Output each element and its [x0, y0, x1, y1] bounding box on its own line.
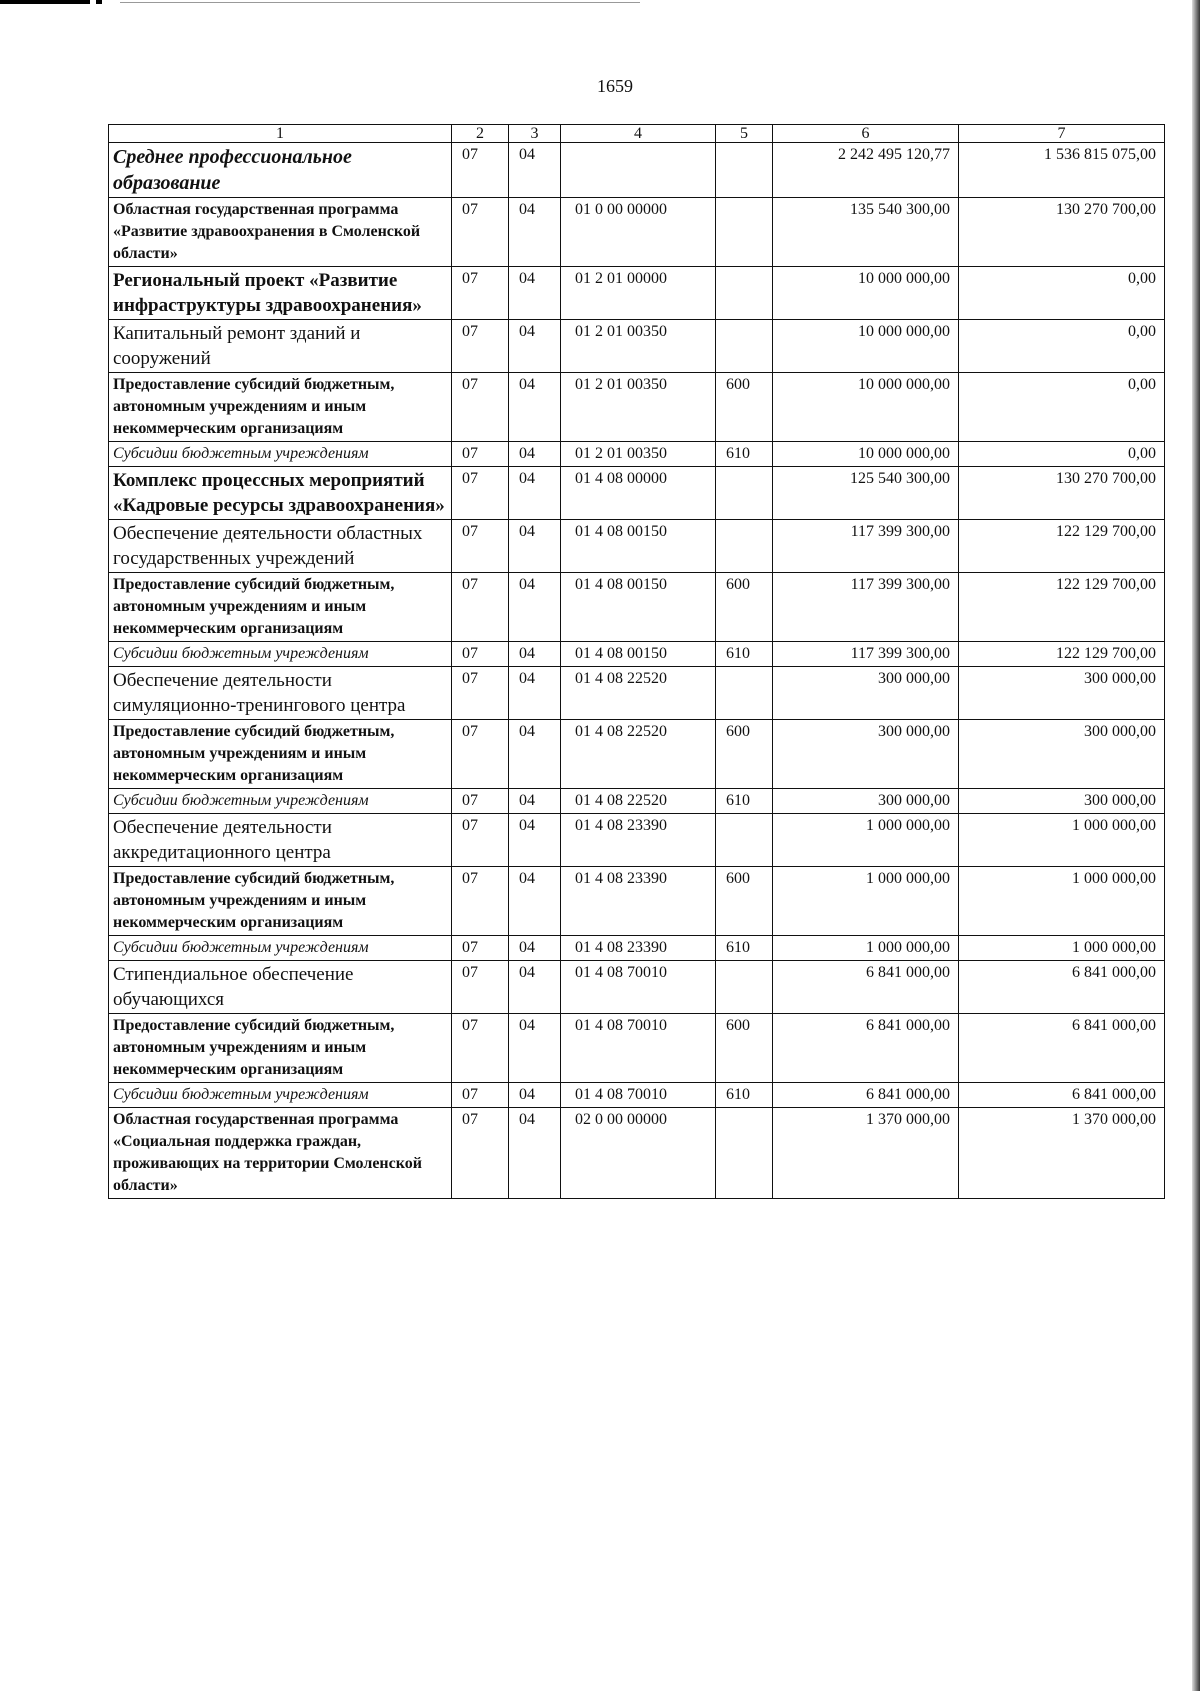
row-name-cell: Обеспечение деятельности областных государственных учреждений: [109, 520, 452, 573]
row-section-code-cell: 07: [452, 789, 509, 814]
table-row: [109, 667, 1165, 720]
row-amount-year2-cell: 130 270 700,00: [959, 467, 1165, 520]
row-name-cell: Капитальный ремонт зданий и сооружений: [109, 320, 452, 373]
row-expense-type-cell: 610: [716, 789, 773, 814]
table-row: [109, 1083, 1165, 1108]
table-header-row: [109, 125, 1165, 143]
page-number: 1659: [597, 76, 633, 96]
row-amount-year1-cell: 10 000 000,00: [773, 442, 959, 467]
table-row: [109, 467, 1165, 520]
row-name-cell: Предоставление субсидий бюджетным, автономным учреждениям и иным некоммерческим организациям: [109, 1014, 452, 1083]
row-amount-year2-cell: 6 841 000,00: [959, 1083, 1165, 1108]
row-target-article-cell: [561, 143, 716, 198]
row-expense-type-cell: 610: [716, 936, 773, 961]
row-target-article-cell: 01 2 01 00350: [561, 373, 716, 442]
row-amount-year1-cell: 135 540 300,00: [773, 198, 959, 267]
table-row: [109, 573, 1165, 642]
header-cell-4: 4: [561, 125, 716, 143]
row-subsection-code-cell: 04: [509, 373, 561, 442]
row-expense-type-cell: [716, 198, 773, 267]
row-subsection-code-cell: 04: [509, 198, 561, 267]
scan-artifact-line: [120, 2, 640, 3]
row-amount-year2-cell: 6 841 000,00: [959, 1014, 1165, 1083]
row-amount-year1-cell: 117 399 300,00: [773, 642, 959, 667]
row-amount-year1-cell: 300 000,00: [773, 720, 959, 789]
row-subsection-code-cell: 04: [509, 1014, 561, 1083]
row-amount-year1-cell: 10 000 000,00: [773, 373, 959, 442]
row-name-cell: Субсидии бюджетным учреждениям: [109, 936, 452, 961]
row-subsection-code-cell: 04: [509, 442, 561, 467]
scan-page-edge: [1192, 0, 1200, 1691]
row-expense-type-cell: [716, 814, 773, 867]
row-target-article-cell: 01 4 08 70010: [561, 1083, 716, 1108]
row-amount-year2-cell: 0,00: [959, 373, 1165, 442]
row-subsection-code-cell: 04: [509, 1083, 561, 1108]
row-expense-type-cell: 610: [716, 442, 773, 467]
row-section-code-cell: 07: [452, 814, 509, 867]
header-cell-7: 7: [959, 125, 1165, 143]
row-amount-year2-cell: 0,00: [959, 320, 1165, 373]
table-row: [109, 520, 1165, 573]
table-row: [109, 936, 1165, 961]
row-subsection-code-cell: 04: [509, 667, 561, 720]
row-name-cell: Предоставление субсидий бюджетным, автономным учреждениям и иным некоммерческим организациям: [109, 720, 452, 789]
row-section-code-cell: 07: [452, 520, 509, 573]
row-target-article-cell: 01 2 01 00350: [561, 442, 716, 467]
row-subsection-code-cell: 04: [509, 573, 561, 642]
row-subsection-code-cell: 04: [509, 936, 561, 961]
header-cell-6: 6: [773, 125, 959, 143]
row-amount-year1-cell: 10 000 000,00: [773, 267, 959, 320]
row-amount-year1-cell: 6 841 000,00: [773, 1014, 959, 1083]
row-amount-year2-cell: 1 000 000,00: [959, 814, 1165, 867]
row-section-code-cell: 07: [452, 198, 509, 267]
table-row: [109, 642, 1165, 667]
row-name-cell: Комплекс процессных мероприятий «Кадровые ресурсы здравоохранения»: [109, 467, 452, 520]
row-amount-year2-cell: 1 000 000,00: [959, 936, 1165, 961]
table-row: [109, 442, 1165, 467]
row-target-article-cell: 01 4 08 70010: [561, 961, 716, 1014]
row-subsection-code-cell: 04: [509, 267, 561, 320]
header-cell-1: 1: [109, 125, 452, 143]
row-name-cell: Субсидии бюджетным учреждениям: [109, 789, 452, 814]
row-section-code-cell: 07: [452, 1014, 509, 1083]
row-target-article-cell: 01 4 08 70010: [561, 1014, 716, 1083]
row-name-cell: Обеспечение деятельности симуляционно-тренингового центра: [109, 667, 452, 720]
row-subsection-code-cell: 04: [509, 814, 561, 867]
table-row: [109, 1014, 1165, 1083]
row-amount-year1-cell: 125 540 300,00: [773, 467, 959, 520]
row-name-cell: Предоставление субсидий бюджетным, автономным учреждениям и иным некоммерческим организациям: [109, 573, 452, 642]
row-amount-year1-cell: 10 000 000,00: [773, 320, 959, 373]
row-amount-year2-cell: 1 000 000,00: [959, 867, 1165, 936]
row-section-code-cell: 07: [452, 573, 509, 642]
table-row: [109, 814, 1165, 867]
row-name-cell: Обеспечение деятельности аккредитационного центра: [109, 814, 452, 867]
row-target-article-cell: 01 0 00 00000: [561, 198, 716, 267]
row-amount-year1-cell: 300 000,00: [773, 667, 959, 720]
table-row: [109, 320, 1165, 373]
header-cell-5: 5: [716, 125, 773, 143]
row-expense-type-cell: [716, 961, 773, 1014]
row-amount-year2-cell: 122 129 700,00: [959, 642, 1165, 667]
row-name-cell: Субсидии бюджетным учреждениям: [109, 442, 452, 467]
row-section-code-cell: 07: [452, 720, 509, 789]
table-row: [109, 867, 1165, 936]
row-expense-type-cell: [716, 520, 773, 573]
row-amount-year2-cell: 300 000,00: [959, 667, 1165, 720]
row-section-code-cell: 07: [452, 267, 509, 320]
row-amount-year1-cell: 2 242 495 120,77: [773, 143, 959, 198]
row-target-article-cell: 01 4 08 22520: [561, 667, 716, 720]
table-row: [109, 373, 1165, 442]
row-amount-year2-cell: 122 129 700,00: [959, 573, 1165, 642]
row-expense-type-cell: [716, 467, 773, 520]
header-cell-3: 3: [509, 125, 561, 143]
row-name-cell: Предоставление субсидий бюджетным, автономным учреждениям и иным некоммерческим организациям: [109, 867, 452, 936]
row-expense-type-cell: 600: [716, 1014, 773, 1083]
row-amount-year1-cell: 1 000 000,00: [773, 936, 959, 961]
row-amount-year1-cell: 6 841 000,00: [773, 961, 959, 1014]
row-expense-type-cell: 610: [716, 642, 773, 667]
row-target-article-cell: 01 4 08 22520: [561, 720, 716, 789]
row-section-code-cell: 07: [452, 320, 509, 373]
row-target-article-cell: 01 4 08 22520: [561, 789, 716, 814]
row-section-code-cell: 07: [452, 667, 509, 720]
row-target-article-cell: 02 0 00 00000: [561, 1108, 716, 1199]
scan-artifact-mark: [96, 0, 102, 4]
row-amount-year2-cell: 0,00: [959, 442, 1165, 467]
row-amount-year2-cell: 6 841 000,00: [959, 961, 1165, 1014]
row-expense-type-cell: 600: [716, 573, 773, 642]
row-name-cell: Областная государственная программа «Социальная поддержка граждан, проживающих на территории Смоленской области»: [109, 1108, 452, 1199]
row-section-code-cell: 07: [452, 936, 509, 961]
row-target-article-cell: 01 4 08 00150: [561, 520, 716, 573]
row-amount-year1-cell: 1 370 000,00: [773, 1108, 959, 1199]
row-amount-year1-cell: 117 399 300,00: [773, 573, 959, 642]
row-section-code-cell: 07: [452, 961, 509, 1014]
table-row: [109, 267, 1165, 320]
row-expense-type-cell: 600: [716, 867, 773, 936]
row-amount-year2-cell: 0,00: [959, 267, 1165, 320]
row-section-code-cell: 07: [452, 1108, 509, 1199]
row-name-cell: Областная государственная программа «Развитие здравоохранения в Смоленской области»: [109, 198, 452, 267]
row-amount-year2-cell: 300 000,00: [959, 720, 1165, 789]
scan-artifact-bar: [0, 0, 90, 4]
row-expense-type-cell: [716, 320, 773, 373]
row-section-code-cell: 07: [452, 1083, 509, 1108]
row-subsection-code-cell: 04: [509, 867, 561, 936]
row-amount-year1-cell: 1 000 000,00: [773, 814, 959, 867]
row-expense-type-cell: [716, 143, 773, 198]
budget-table: [108, 124, 1165, 1199]
row-name-cell: Региональный проект «Развитие инфраструктуры здравоохранения»: [109, 267, 452, 320]
row-subsection-code-cell: 04: [509, 789, 561, 814]
row-amount-year1-cell: 1 000 000,00: [773, 867, 959, 936]
row-expense-type-cell: [716, 667, 773, 720]
row-subsection-code-cell: 04: [509, 520, 561, 573]
row-amount-year2-cell: 1 370 000,00: [959, 1108, 1165, 1199]
row-amount-year2-cell: 122 129 700,00: [959, 520, 1165, 573]
row-amount-year1-cell: 6 841 000,00: [773, 1083, 959, 1108]
row-subsection-code-cell: 04: [509, 320, 561, 373]
row-target-article-cell: 01 4 08 23390: [561, 936, 716, 961]
row-target-article-cell: 01 2 01 00000: [561, 267, 716, 320]
header-cell-2: 2: [452, 125, 509, 143]
row-expense-type-cell: 600: [716, 720, 773, 789]
row-section-code-cell: 07: [452, 642, 509, 667]
table-row: [109, 720, 1165, 789]
row-expense-type-cell: [716, 267, 773, 320]
row-section-code-cell: 07: [452, 467, 509, 520]
row-amount-year1-cell: 300 000,00: [773, 789, 959, 814]
row-amount-year2-cell: 130 270 700,00: [959, 198, 1165, 267]
row-subsection-code-cell: 04: [509, 720, 561, 789]
row-expense-type-cell: 600: [716, 373, 773, 442]
row-target-article-cell: 01 4 08 00000: [561, 467, 716, 520]
row-target-article-cell: 01 4 08 23390: [561, 814, 716, 867]
row-section-code-cell: 07: [452, 143, 509, 198]
row-section-code-cell: 07: [452, 442, 509, 467]
table-row: [109, 961, 1165, 1014]
row-subsection-code-cell: 04: [509, 961, 561, 1014]
row-expense-type-cell: 610: [716, 1083, 773, 1108]
table-row: [109, 198, 1165, 267]
row-subsection-code-cell: 04: [509, 642, 561, 667]
row-name-cell: Среднее профессиональное образование: [109, 143, 452, 198]
row-name-cell: Субсидии бюджетным учреждениям: [109, 642, 452, 667]
row-amount-year2-cell: 300 000,00: [959, 789, 1165, 814]
row-amount-year1-cell: 117 399 300,00: [773, 520, 959, 573]
row-target-article-cell: 01 4 08 23390: [561, 867, 716, 936]
row-name-cell: Стипендиальное обеспечение обучающихся: [109, 961, 452, 1014]
row-amount-year2-cell: 1 536 815 075,00: [959, 143, 1165, 198]
row-section-code-cell: 07: [452, 373, 509, 442]
row-name-cell: Предоставление субсидий бюджетным, автономным учреждениям и иным некоммерческим организациям: [109, 373, 452, 442]
row-target-article-cell: 01 2 01 00350: [561, 320, 716, 373]
table-row: [109, 143, 1165, 198]
row-target-article-cell: 01 4 08 00150: [561, 573, 716, 642]
row-name-cell: Субсидии бюджетным учреждениям: [109, 1083, 452, 1108]
row-subsection-code-cell: 04: [509, 1108, 561, 1199]
row-target-article-cell: 01 4 08 00150: [561, 642, 716, 667]
budget-table-body: [109, 125, 1165, 1199]
table-row: [109, 1108, 1165, 1199]
row-subsection-code-cell: 04: [509, 143, 561, 198]
row-section-code-cell: 07: [452, 867, 509, 936]
table-row: [109, 789, 1165, 814]
row-expense-type-cell: [716, 1108, 773, 1199]
row-subsection-code-cell: 04: [509, 467, 561, 520]
